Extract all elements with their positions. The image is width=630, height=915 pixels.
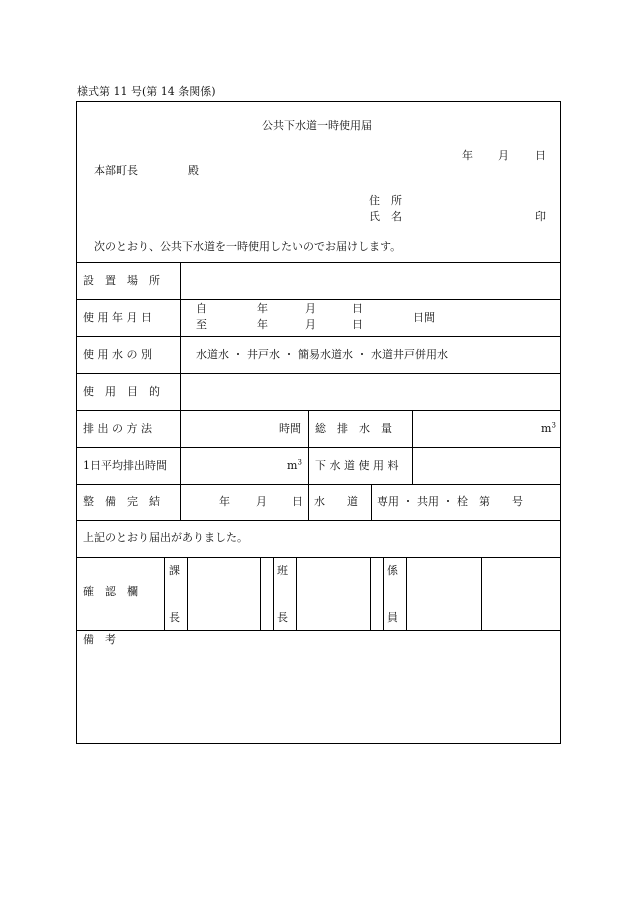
period-to-month: 月 <box>305 318 316 331</box>
date-year: 年 <box>462 149 473 162</box>
confirm-divider <box>370 557 371 630</box>
remarks-label: 備 考 <box>83 633 116 646</box>
col-divider <box>308 410 309 520</box>
water-supply-label: 水 道 <box>314 495 358 508</box>
water-type-label: 使 用 水 の 別 <box>83 348 152 361</box>
discharge-hours-unit: 時間 <box>279 422 301 435</box>
confirm-divider <box>406 557 407 630</box>
unit-exponent: 3 <box>551 421 556 430</box>
kacho-bottom: 長 <box>169 611 180 624</box>
row-divider <box>76 630 561 631</box>
period-from-month: 月 <box>305 302 316 315</box>
discharge-label: 排 出 の 方 法 <box>83 422 152 435</box>
kakari-bottom: 員 <box>387 611 398 624</box>
label-column-divider <box>180 262 181 520</box>
received-text: 上記のとおり届出がありました。 <box>83 531 248 544</box>
row-divider <box>76 410 561 411</box>
kakari-top: 係 <box>387 564 398 577</box>
col-divider <box>371 484 372 520</box>
date-day: 日 <box>535 149 546 162</box>
name-label: 氏 名 <box>369 210 402 223</box>
confirm-divider <box>164 557 165 630</box>
confirm-divider <box>260 557 261 630</box>
completion-year: 年 <box>219 495 230 508</box>
date-month: 月 <box>498 149 509 162</box>
purpose-label: 使 用 目 的 <box>83 385 160 398</box>
period-to-year: 年 <box>257 318 268 331</box>
remarks-field[interactable] <box>78 650 559 742</box>
row-divider <box>76 299 561 300</box>
hancho-top: 班 <box>277 564 288 577</box>
honorific: 殿 <box>188 164 199 177</box>
address-label: 住 所 <box>369 194 402 207</box>
hancho-bottom: 長 <box>277 611 288 624</box>
row-divider <box>76 557 561 558</box>
daily-average-label: 1日平均排出時間 <box>83 459 167 472</box>
daily-average-unit: $m^3$ <box>287 458 302 472</box>
confirm-label: 確 認 欄 <box>83 585 138 598</box>
period-from-year: 年 <box>257 302 268 315</box>
confirm-divider <box>273 557 274 630</box>
row-divider <box>76 520 561 521</box>
completion-label: 整 備 完 結 <box>83 495 160 508</box>
period-to-day: 日 <box>352 318 363 331</box>
total-drainage-label: 総 排 水 量 <box>315 422 392 435</box>
confirm-divider <box>481 557 482 630</box>
confirm-divider <box>187 557 188 630</box>
period-label: 使 用 年 月 日 <box>83 311 152 324</box>
confirm-divider <box>383 557 384 630</box>
sewer-fee-label: 下 水 道 使 用 料 <box>315 459 399 472</box>
period-from-day: 日 <box>352 302 363 315</box>
total-drainage-unit: $m^3$ <box>541 421 556 435</box>
period-from: 自 <box>196 302 207 315</box>
row-divider <box>76 447 561 448</box>
seal-mark: 印 <box>535 210 546 223</box>
row-divider <box>76 262 561 263</box>
period-to: 至 <box>196 318 207 331</box>
addressee: 本部町長 <box>94 164 138 177</box>
row-divider <box>76 336 561 337</box>
completion-month: 月 <box>256 495 267 508</box>
water-type-options[interactable]: 水道水 ・ 井戸水 ・ 簡易水道水 ・ 水道井戸併用水 <box>196 348 448 361</box>
period-days: 日間 <box>413 311 435 324</box>
confirm-divider <box>296 557 297 630</box>
intro-text: 次のとおり、公共下水道を一時使用したいのでお届けします。 <box>94 240 402 253</box>
unit-exponent: 3 <box>297 458 302 467</box>
row-divider <box>76 484 561 485</box>
location-label: 設 置 場 所 <box>83 274 160 287</box>
form-title: 公共下水道一時使用届 <box>262 119 372 132</box>
water-supply-options[interactable]: 専用 ・ 共用 ・ 栓 第 号 <box>377 495 523 508</box>
kacho-top: 課 <box>169 564 180 577</box>
form-label: 様式第 11 号(第 14 条関係) <box>77 85 216 98</box>
purpose-field[interactable] <box>182 375 559 408</box>
location-field[interactable] <box>182 264 559 297</box>
completion-day: 日 <box>292 495 303 508</box>
col-divider <box>412 410 413 484</box>
row-divider <box>76 373 561 374</box>
